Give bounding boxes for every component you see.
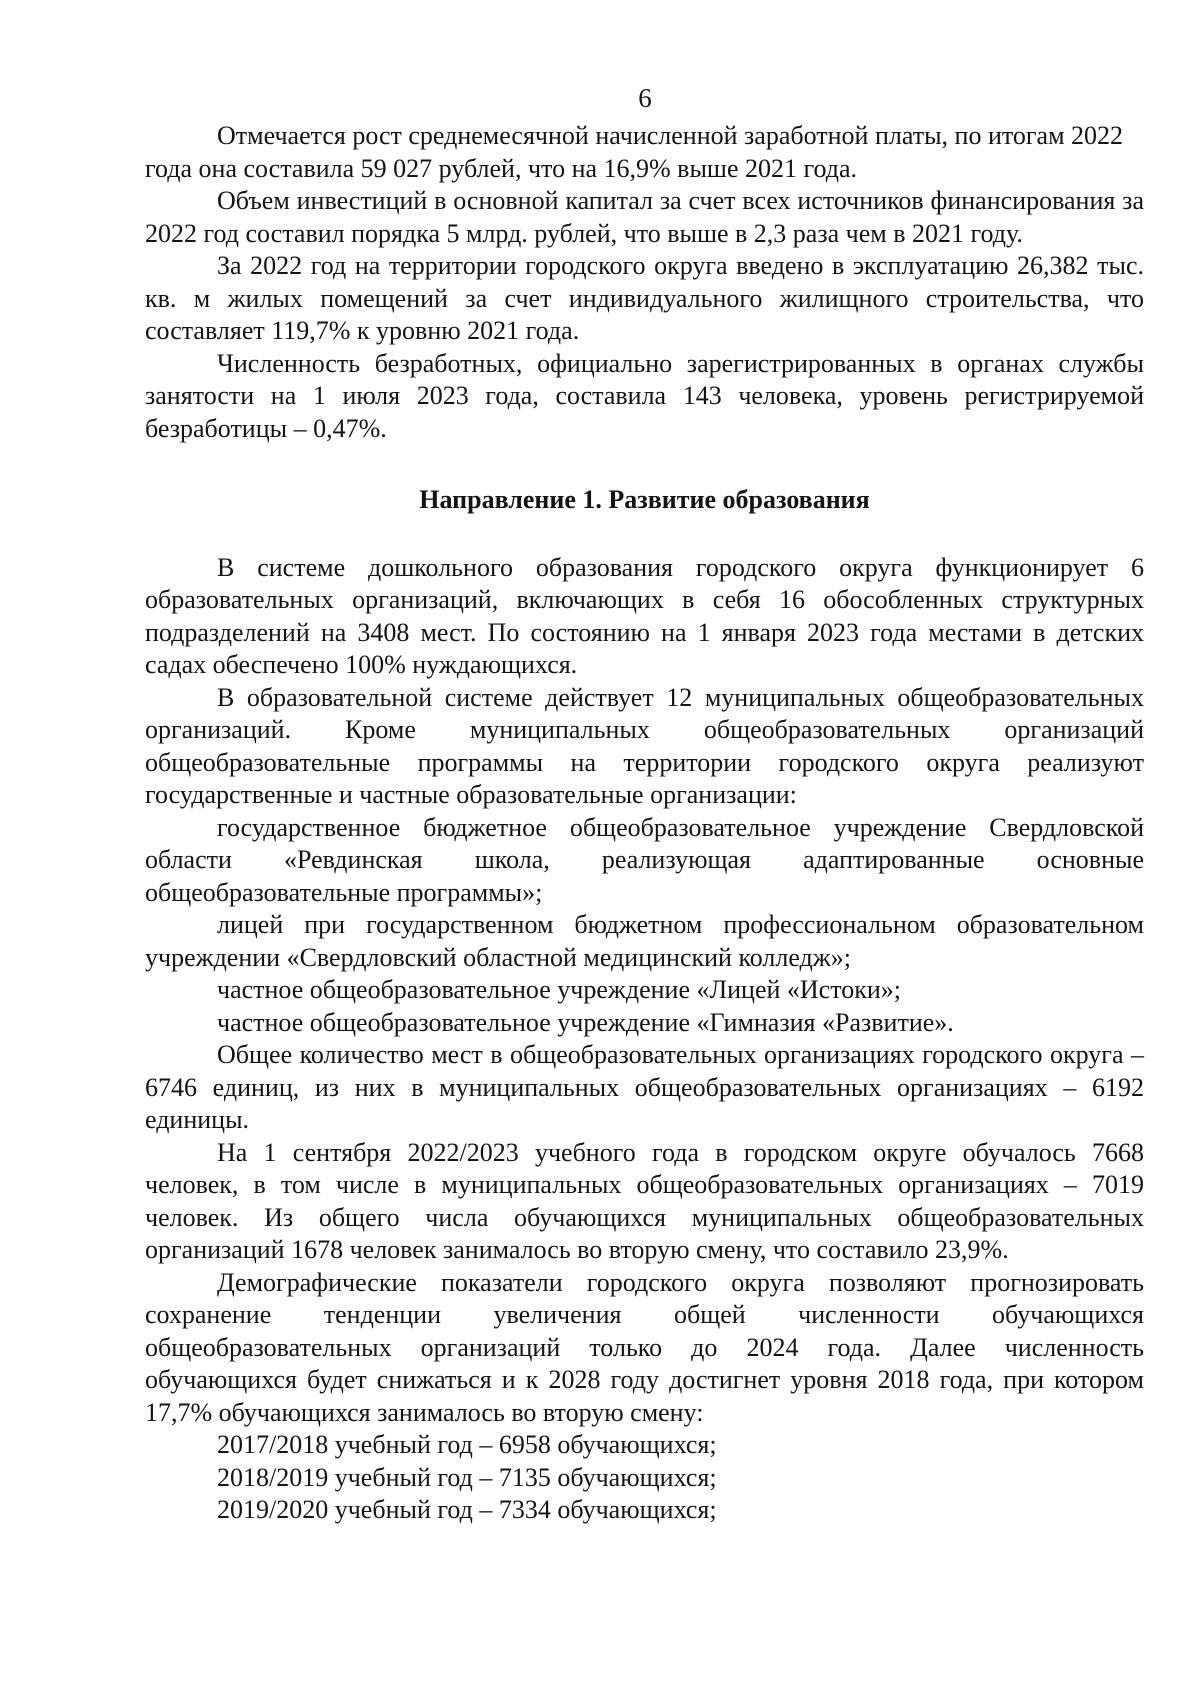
page-content <box>145 120 1144 1527</box>
paragraph-investments: Объем инвестиций в основной капитал за счет всех источников финансирования за 2022 год составил порядка 5 млрд. рублей, что выше в 2,3 раза чем в 2021 году. <box>145 186 1144 248</box>
paragraph-school-places: Общее количество мест в общеобразовательных организациях городского округа – 6746 единиц, из них в муниципальных общеобразовательных организациях – 6192 единицы. <box>145 1040 1144 1134</box>
list-item: 2019/2020 учебный год – 7334 обучающихся; <box>217 1495 717 1524</box>
paragraph-private-gymnasium: частное общеобразовательное учреждение «Гимназия «Развитие». <box>217 1007 954 1037</box>
paragraph-demographics: Демографические показатели городского округа позволяют прогнозировать сохранение тенденции увеличения общей численности обучающихся общеобразовательных организаций только до 2024 года. Далее численность обучающихся будет снижаться и к 2028 году достигнет уровня 2018 года, при котором 17,7% обучающихся занималось во вторую смену: <box>145 1267 1144 1427</box>
page-number: 6 <box>638 83 652 113</box>
list-item: 2018/2019 учебный год – 7135 обучающихся; <box>217 1462 717 1492</box>
section-heading: Направление 1. Развитие образования <box>419 485 870 514</box>
paragraph-private-lyceum: частное общеобразовательное учреждение «Лицей «Истоки»; <box>217 975 902 1004</box>
paragraph-salary: Отмечается рост среднемесячной начисленной заработной платы, по итогам 2022 года она составила 59 027 рублей, что на 16,9% выше 2021 года. <box>145 121 1124 183</box>
paragraph-housing: За 2022 год на территории городского округа введено в эксплуатацию 26,382 тыс. кв. м жилых помещений за счет индивидуального жилищного строительства, что составляет 119,7% к уровню 2021 года. <box>145 251 1144 345</box>
spacer <box>145 517 1144 552</box>
spacer <box>145 445 1144 484</box>
paragraph-students-count: На 1 сентября 2022/2023 учебного года в городском округе обучалось 7668 человек, в том числе в муниципальных общеобразовательных организациях – 7019 человек. Из общего числа обучающихся муниципальных общеобразовательных организаций 1678 человек занималось во вторую смену, что составило 23,9%. <box>145 1137 1144 1264</box>
paragraph-preschool: В системе дошкольного образования городского округа функционирует 6 образовательных организаций, включающих в себя 16 обособленных структурных подразделений на 3408 мест. По состоянию на 1 января 2023 года местами в детских садах обеспечено 100% нуждающихся. <box>145 552 1144 679</box>
paragraph-school-system: В образовательной системе действует 12 муниципальных общеобразовательных организаций. Кроме муниципальных общеобразовательных организаций общеобразовательные программы на территории городского округа реализуют государственные и частные образовательные организации: <box>145 682 1144 809</box>
list-item: 2017/2018 учебный год – 6958 обучающихся; <box>217 1430 717 1459</box>
paragraph-lyceum: лицей при государственном бюджетном профессиональном образовательном учреждении «Свердловский областной медицинский колледж»; <box>145 910 1144 972</box>
paragraph-state-school: государственное бюджетное общеобразовательное учреждение Свердловской области «Ревдинская школа, реализующая адаптированные основные общеобразовательные программы»; <box>145 812 1144 907</box>
paragraph-unemployment: Численность безработных, официально зарегистрированных в органах службы занятости на 1 июля 2023 года, составила 143 человека, уровень регистрируемой безработицы – 0,47%. <box>145 348 1144 443</box>
